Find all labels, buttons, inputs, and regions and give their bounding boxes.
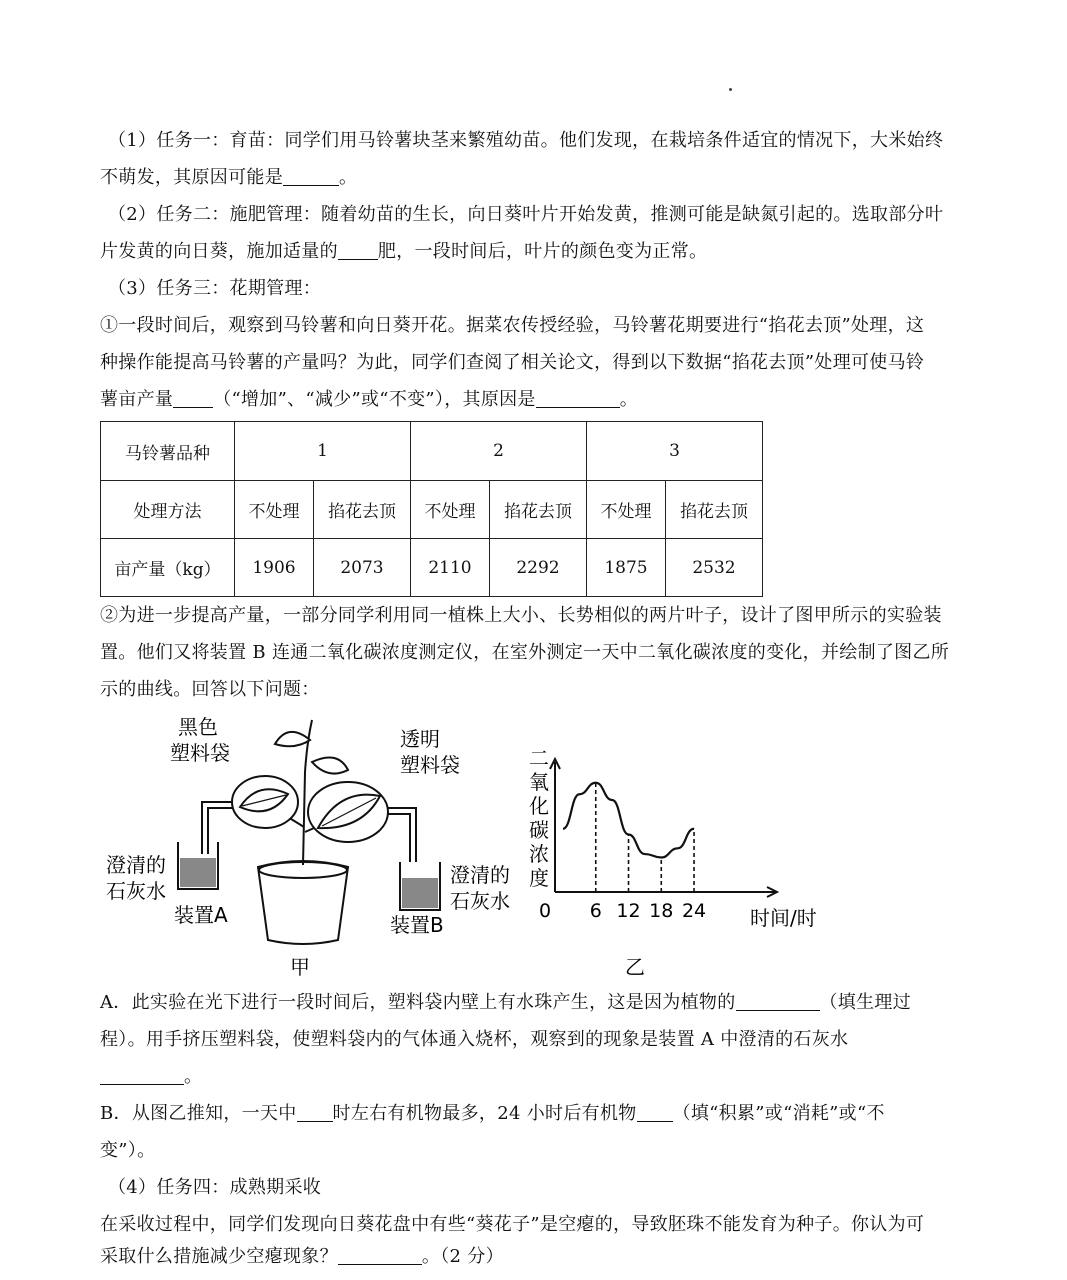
top-leaf-left <box>275 732 310 746</box>
yield-cell: 2292 <box>490 539 587 597</box>
method-cell: 掐花去顶 <box>666 481 763 539</box>
limewater-right-label-2: 石灰水 <box>450 889 510 913</box>
q1-line1: （1）任务一：育苗：同学们用马铃薯块茎来繁殖幼苗。他们发现，在栽培条件适宜的情况下，大米始终 <box>108 130 944 151</box>
scan-dot <box>729 88 732 91</box>
x-tick-label: 24 <box>681 900 707 922</box>
qB-hour-blank[interactable] <box>297 1101 333 1122</box>
variety-label-cell: 马铃薯品种 <box>101 422 235 481</box>
experiment-figure <box>100 712 817 982</box>
limewater-left-label-2: 石灰水 <box>106 879 166 903</box>
y-axis-label-char: 二 <box>529 746 549 770</box>
qA-line2: 程）。用手挤压塑料袋，使塑料袋内的气体通入烧杯，观察到的现象是装置 A 中澄清的石灰水 <box>100 1029 849 1050</box>
qB-line2: 变”）。 <box>100 1140 156 1161</box>
figure-yi-label: 乙 <box>625 955 645 979</box>
q3-p2-line3: 示的曲线。回答以下问题： <box>100 679 320 700</box>
q3-title: （3）任务三：花期管理： <box>108 278 322 299</box>
qA-line3: 。 <box>100 1058 980 1095</box>
y-axis-label-char: 氧 <box>529 770 549 794</box>
flower-pot <box>258 861 348 944</box>
y-axis-label-char: 化 <box>529 794 549 818</box>
method-cell: 不处理 <box>235 481 314 539</box>
y-axis-label-char: 度 <box>529 866 549 890</box>
q3-p2-line2: 置。他们又将装置 B 连通二氧化碳浓度测定仪，在室外测定一天中二氧化碳浓度的变化，并绘制了图乙所 <box>100 642 950 663</box>
figure-jia-label: 甲 <box>290 955 310 979</box>
qA-phenomenon-blank[interactable] <box>100 1064 184 1085</box>
method-cell: 不处理 <box>587 481 666 539</box>
x-tick-label: 6 <box>589 900 602 922</box>
q1-answer-blank[interactable] <box>283 165 339 186</box>
yield-table <box>100 421 763 597</box>
clear-bag-label-2: 塑料袋 <box>400 753 460 777</box>
yield-cell: 2110 <box>411 539 490 597</box>
table-row <box>101 539 763 597</box>
limewater-a <box>180 858 216 887</box>
black-bag-label-1: 黑色 <box>178 715 218 739</box>
q4-line1: 在采收过程中，同学们发现向日葵花盘中有些“葵花子”是空瘪的，导致胚珠不能发育为种子。你认为可 <box>100 1214 925 1235</box>
method-label-cell: 处理方法 <box>101 481 235 539</box>
q3-yield-change-blank[interactable] <box>173 387 213 408</box>
clear-bag-label-1: 透明 <box>400 727 440 751</box>
qB-organic-blank[interactable] <box>637 1101 673 1122</box>
q3-p1-line2: 种操作能提高马铃薯的产量吗？为此，同学们查阅了相关论文，得到以下数据“掐花去顶”处理可使马铃 <box>100 352 925 373</box>
x-axis-label: 时间/时 <box>750 906 817 930</box>
q3-p1-line3: 薯亩产量 （“增加”、“减少”或“不变”），其原因是 。 <box>100 389 639 410</box>
q3-p2-line1: ②为进一步提高产量，一部分同学利用同一植株上大小、长势相似的两片叶子，设计了图甲所示的实验装 <box>100 605 942 626</box>
co2-chart <box>529 746 817 930</box>
top-leaf-right <box>312 758 348 774</box>
q4-title: （4）任务四：成熟期采收 <box>108 1177 322 1198</box>
q2-line1: （2）任务二：施肥管理：随着幼苗的生长，向日葵叶片开始发黄，推测可能是缺氮引起的。选取部分叶 <box>108 204 944 225</box>
q1-line2: 不萌发，其原因可能是 。 <box>100 167 358 188</box>
q3-p1-line1: ①一段时间后，观察到马铃薯和向日葵开花。据菜农传授经验，马铃薯花期要进行“掐花去顶”处理，这 <box>100 315 925 336</box>
limewater-left-label-1: 澄清的 <box>106 853 166 877</box>
yield-label-cell: 亩产量（kg） <box>101 539 235 597</box>
limewater-b <box>402 878 438 908</box>
right-tube-inner <box>388 814 410 862</box>
yield-cell: 2532 <box>666 539 763 597</box>
qA-process-blank[interactable] <box>736 990 820 1011</box>
yield-cell: 1875 <box>587 539 666 597</box>
qA-line1: A．此实验在光下进行一段时间后，塑料袋内壁上有水珠产生，这是因为植物的 （填生理过 <box>100 992 911 1013</box>
black-bag-label-2: 塑料袋 <box>170 741 230 765</box>
q2-answer-blank[interactable] <box>338 239 378 260</box>
variety-cell: 3 <box>587 422 763 481</box>
variety-cell: 1 <box>235 422 411 481</box>
variety-cell: 2 <box>411 422 587 481</box>
device-b-label: 装置B <box>390 913 444 937</box>
method-cell: 掐花去顶 <box>490 481 587 539</box>
qB-line1: B．从图乙推知，一天中 时左右有机物最多，24 小时后有机物 （填“积累”或“消耗”或“不 <box>100 1103 885 1124</box>
right-tube <box>388 808 416 862</box>
y-axis-label-char: 碳 <box>529 818 549 842</box>
table-row <box>101 481 763 539</box>
x-tick-label: 12 <box>616 900 641 922</box>
figure-svg <box>100 712 817 982</box>
yield-cell: 1906 <box>235 539 314 597</box>
q4-measure-blank[interactable] <box>338 1244 422 1265</box>
q2-line2: 片发黄的向日葵，施加适量的 肥，一段时间后，叶片的颜色变为正常。 <box>100 241 708 262</box>
method-cell: 不处理 <box>411 481 490 539</box>
x-tick-label: 18 <box>649 900 674 922</box>
device-a-label: 装置A <box>174 903 228 927</box>
left-tube-inner <box>208 808 232 854</box>
limewater-right-label-1: 澄清的 <box>450 863 510 887</box>
q3-reason-blank[interactable] <box>536 387 620 408</box>
x-tick-label: 0 <box>538 900 552 922</box>
table-row <box>101 422 763 481</box>
q4-line2: 采取什么措施减少空瘪现象？ 。（2 分） <box>100 1246 504 1267</box>
method-cell: 掐花去顶 <box>314 481 411 539</box>
yield-cell: 2073 <box>314 539 411 597</box>
y-axis-label-char: 浓 <box>529 842 549 866</box>
